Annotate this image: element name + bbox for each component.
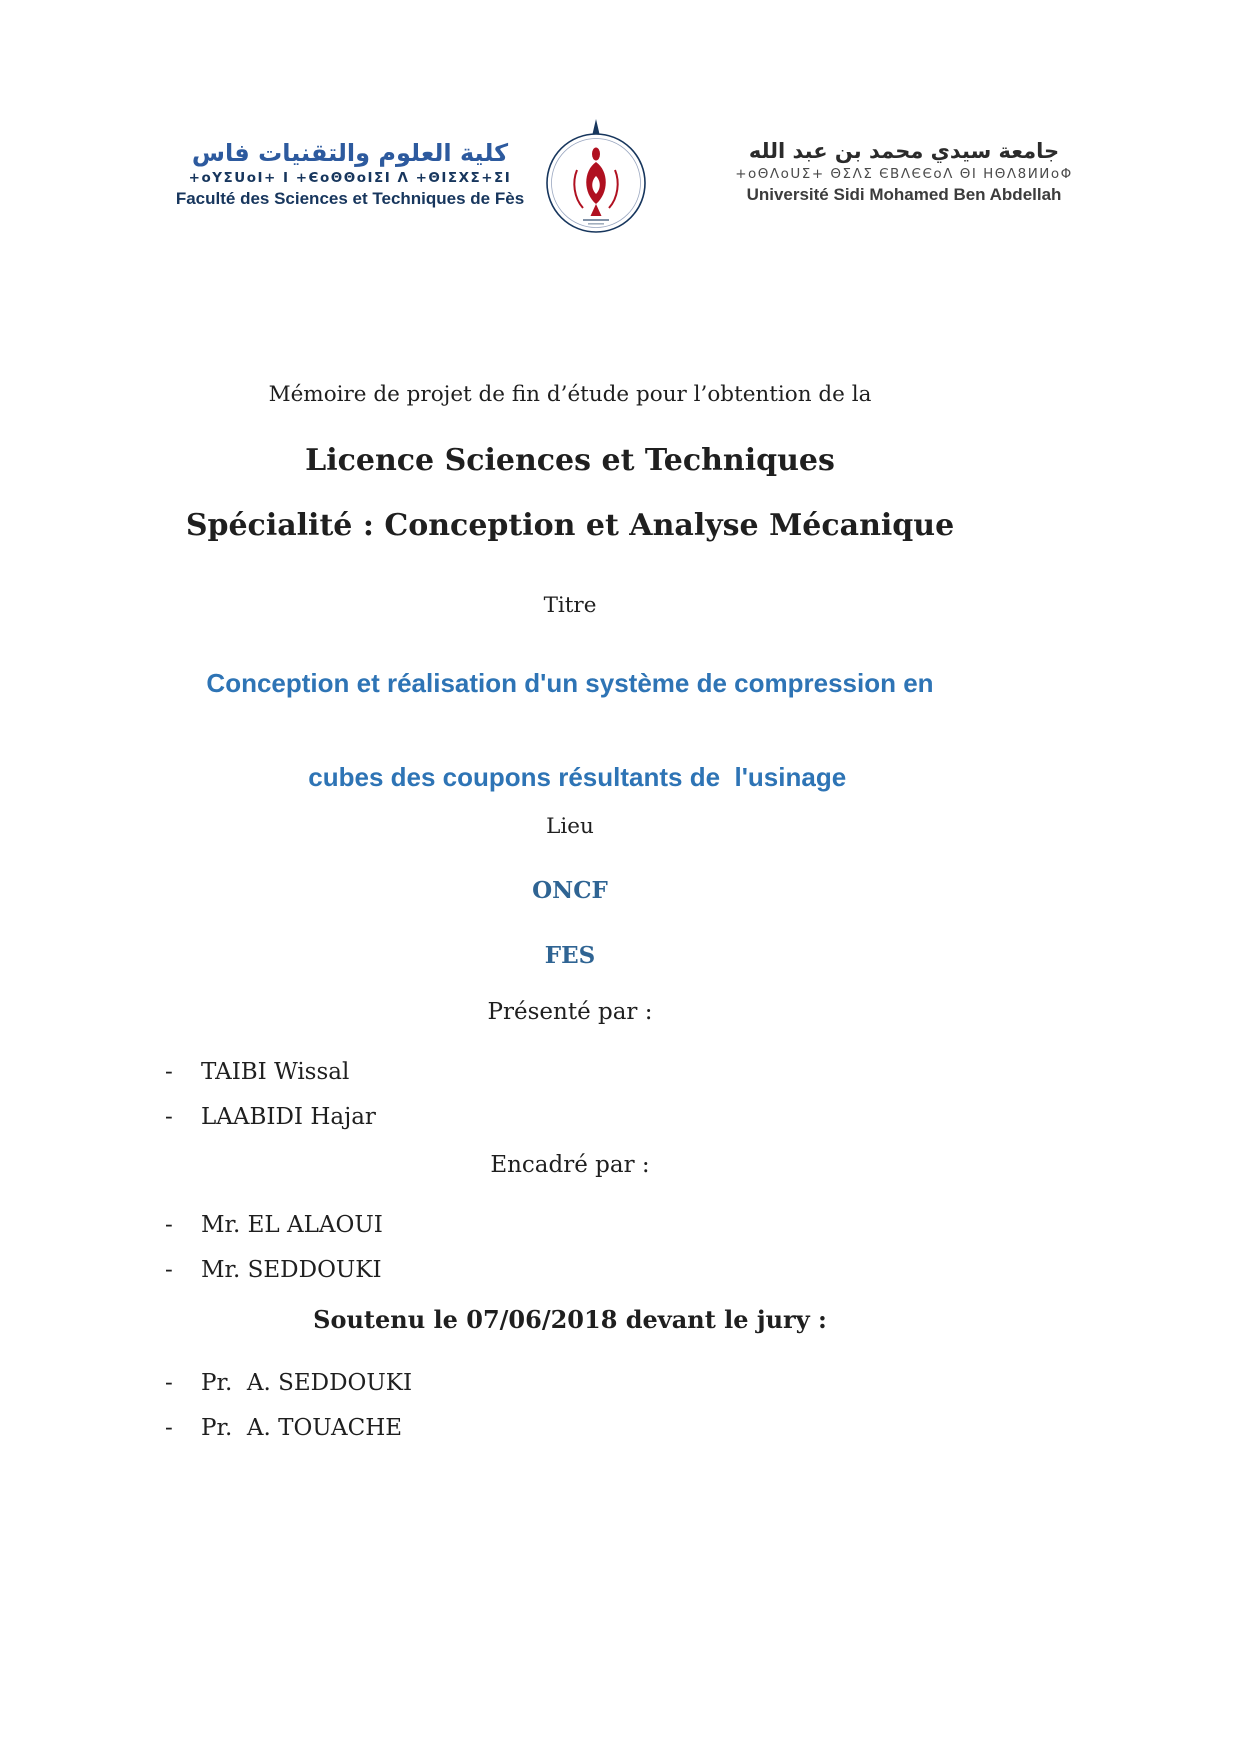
presented-by-list bbox=[0, 1059, 1140, 1130]
presented-by-label: Présenté par : bbox=[487, 999, 653, 1026]
list-item bbox=[165, 1212, 1140, 1238]
jury-list bbox=[0, 1370, 1140, 1441]
university-header-block bbox=[688, 138, 1120, 205]
supervised-by-list bbox=[0, 1212, 1140, 1283]
supervisor-name: Mr. SEDDOUKI bbox=[201, 1257, 382, 1284]
faculty-header-block bbox=[150, 138, 550, 209]
jury-member-name: Pr. A. TOUACHE bbox=[201, 1415, 403, 1442]
faculty-name-tifinagh: +oYΣUoI+ I +ЄoΘΘoIΣI Λ +ΘIΣXΣ+ΣI bbox=[188, 170, 512, 186]
speciality-title: Spécialité : Conception et Analyse Mécanique bbox=[185, 508, 955, 543]
list-dash: - bbox=[165, 1257, 173, 1284]
list-item bbox=[165, 1370, 1140, 1396]
list-item bbox=[165, 1104, 1140, 1130]
degree-title: Licence Sciences et Techniques bbox=[305, 443, 835, 478]
university-emblem-icon bbox=[546, 118, 646, 238]
list-dash: - bbox=[165, 1370, 173, 1397]
university-name-tifinagh: +oΘΛoUΣ+ ΘΣΛΣ ЄBΛЄЄoΛ ΘI HΘΛ8ИИoΦ bbox=[735, 166, 1073, 183]
list-item bbox=[165, 1059, 1140, 1085]
project-title-line1: Conception et réalisation d'un système de compression en bbox=[206, 668, 934, 698]
university-name-french: Université Sidi Mohamed Ben Abdellah bbox=[746, 185, 1062, 205]
university-name-arabic: جامعة سيدي محمد بن عبد الله bbox=[748, 139, 1060, 163]
supervised-by-label: Encadré par : bbox=[490, 1152, 650, 1179]
list-item bbox=[165, 1415, 1140, 1441]
faculty-name-arabic: كلية العلوم والتقنيات فاس bbox=[191, 139, 509, 167]
location-company: ONCF bbox=[532, 877, 608, 905]
project-title bbox=[0, 660, 1140, 800]
faculty-name-french: Faculté des Sciences et Techniques de Fès bbox=[175, 188, 525, 208]
university-emblem bbox=[546, 118, 646, 238]
memoire-intro-line: Mémoire de projet de fin d’étude pour l’obtention de la bbox=[268, 382, 872, 407]
project-title-line2: cubes des coupons résultants de l'usinage bbox=[308, 761, 847, 792]
list-dash: - bbox=[165, 1059, 173, 1086]
list-dash: - bbox=[165, 1104, 173, 1131]
title-label: Titre bbox=[543, 593, 597, 618]
list-item bbox=[165, 1257, 1140, 1283]
student-name: TAIBI Wissal bbox=[201, 1059, 350, 1086]
location-city: FES bbox=[544, 942, 596, 970]
list-dash: - bbox=[165, 1415, 173, 1442]
defense-line: Soutenu le 07/06/2018 devant le jury : bbox=[313, 1305, 827, 1335]
list-dash: - bbox=[165, 1212, 173, 1239]
jury-member-name: Pr. A. SEDDOUKI bbox=[201, 1370, 413, 1397]
lieu-label: Lieu bbox=[546, 814, 594, 840]
student-name: LAABIDI Hajar bbox=[201, 1104, 376, 1131]
supervisor-name: Mr. EL ALAOUI bbox=[201, 1212, 383, 1239]
cover-content bbox=[0, 382, 1140, 1463]
